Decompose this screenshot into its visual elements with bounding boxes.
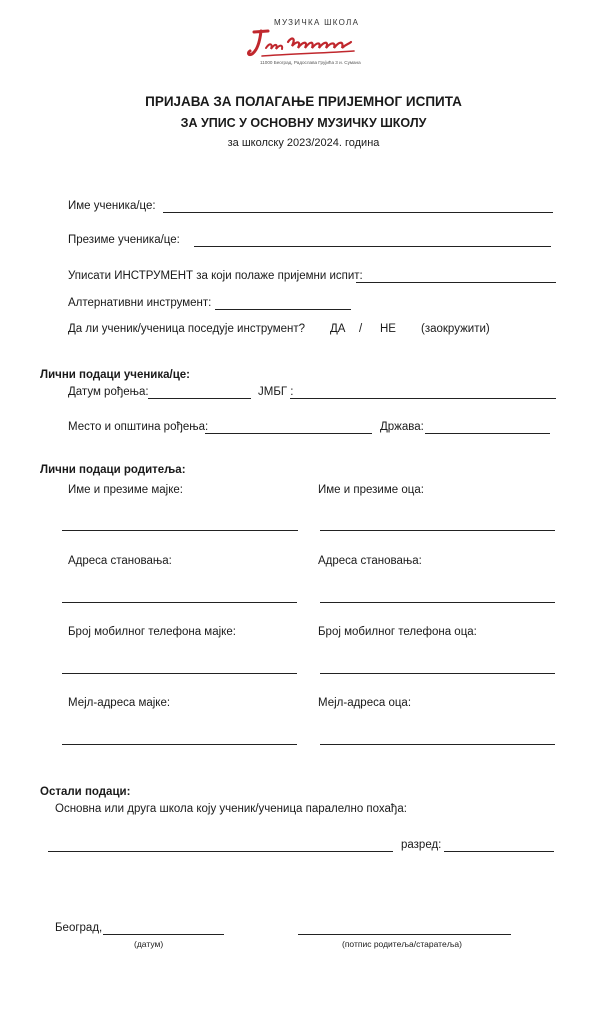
mother-phone-field[interactable]	[62, 673, 297, 674]
city-label: Београд,	[55, 922, 103, 934]
no-option[interactable]: НЕ	[380, 323, 396, 335]
personal-heading: Лични подаци ученика/це:	[40, 369, 190, 381]
birth-date-label: Датум рођења:	[68, 386, 149, 398]
country-label: Држава:	[380, 421, 424, 433]
father-phone-field[interactable]	[320, 673, 555, 674]
logo-address: 11000 Београд, Радослава Грујића 3 и. Суманa	[260, 60, 361, 65]
father-address-label: Адреса становања:	[318, 555, 422, 567]
birth-place-label: Место и општина рођења:	[68, 421, 209, 433]
logo-school-label: МУЗИЧКА ШКОЛА	[274, 18, 360, 27]
mother-email-label: Мејл-адреса мајке:	[68, 697, 171, 709]
father-phone-label: Број мобилног телефона оца:	[318, 626, 477, 638]
school-logo	[246, 18, 364, 68]
mother-address-field[interactable]	[62, 602, 297, 603]
last-name-label: Презиме ученика/це:	[68, 234, 180, 246]
other-school-label: Основна или друга школа коју ученик/ученица паралелно похађа:	[55, 803, 407, 815]
owns-instrument-label: Да ли ученик/ученица поседује инструмент?	[68, 323, 306, 335]
last-name-field[interactable]	[194, 246, 551, 247]
father-name-field[interactable]	[320, 530, 555, 531]
birth-date-field[interactable]	[148, 398, 251, 399]
alt-instrument-label: Алтернативни инструмент:	[68, 297, 212, 309]
father-name-label: Име и презиме оца:	[318, 484, 424, 496]
father-email-label: Мејл-адреса оца:	[318, 697, 412, 709]
other-school-field[interactable]	[48, 851, 393, 852]
birth-place-field[interactable]	[205, 433, 372, 434]
father-email-field[interactable]	[320, 744, 555, 745]
mother-name-label: Име и презиме мајке:	[68, 484, 183, 496]
first-name-label: Име ученика/це:	[68, 200, 156, 212]
date-caption: (датум)	[134, 939, 164, 949]
option-separator: /	[359, 323, 363, 335]
mother-name-field[interactable]	[62, 530, 298, 531]
alt-instrument-field[interactable]	[215, 309, 351, 310]
mother-email-field[interactable]	[62, 744, 297, 745]
date-field[interactable]	[103, 934, 224, 935]
instrument-field[interactable]	[356, 282, 556, 283]
jmbg-field[interactable]	[290, 398, 556, 399]
grade-label: разред:	[401, 839, 442, 851]
yes-option[interactable]: ДА	[330, 323, 346, 335]
other-heading: Остали подаци:	[40, 786, 131, 798]
country-field[interactable]	[425, 433, 550, 434]
circle-note: (заокружити)	[421, 323, 490, 335]
signature-field[interactable]	[298, 934, 511, 935]
first-name-field[interactable]	[163, 212, 553, 213]
school-year: за школску 2023/2024. година	[227, 137, 380, 149]
father-address-field[interactable]	[320, 602, 555, 603]
instrument-label: Уписати ИНСТРУМЕНТ за који полаже пријемни испит:	[68, 270, 363, 282]
form-subtitle: ЗА УПИС У ОСНОВНУ МУЗИЧКУ ШКОЛУ	[180, 116, 427, 130]
parents-heading: Лични подаци родитеља:	[40, 464, 186, 476]
signature-caption: (потпис родитеља/старатеља)	[342, 939, 462, 949]
jmbg-label: ЈМБГ :	[258, 386, 294, 398]
mother-phone-label: Број мобилног телефона мајке:	[68, 626, 236, 638]
mother-address-label: Адреса становања:	[68, 555, 172, 567]
form-title: ПРИЈАВА ЗА ПОЛАГАЊЕ ПРИЈЕМНОГ ИСПИТА	[145, 94, 462, 109]
grade-field[interactable]	[444, 851, 554, 852]
